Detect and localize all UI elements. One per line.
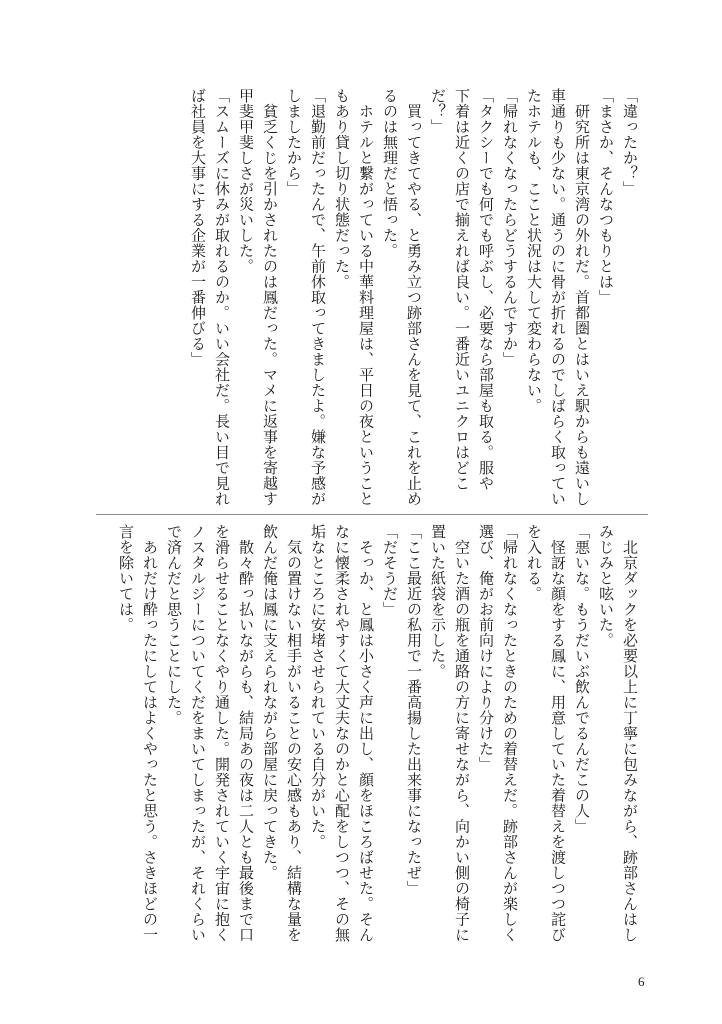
section-divider — [96, 514, 648, 515]
text-column: 「タクシーでも何でも呼ぶし、必要なら部屋も取る。服や — [477, 88, 495, 491]
page-number: 6 — [638, 974, 645, 989]
text-column: だ？」 — [429, 88, 447, 135]
text-column: 「まさか、そんなつもりとは」 — [597, 88, 615, 305]
text-column: ノスタルジーについてくだをまいてしまったが、それくらい — [189, 524, 207, 943]
text-column: 甲斐甲斐しさが災いした。 — [237, 88, 255, 274]
text-column: 車通りも少ない。通うのに骨が折れるのでしばらく取ってい — [549, 88, 567, 507]
text-column: 貧乏くじを引かされたのは鳳だった。マメに返事を寄越す — [261, 88, 279, 507]
text-column: 垢なところに安堵させられている自分がいた。 — [309, 524, 327, 850]
text-column: 空いた酒の瓶を通路の方に寄せながら、向かい側の椅子に — [453, 524, 471, 943]
text-column: そっか、と鳳は小さく声に出し、顔をほころばせた。そん — [357, 524, 375, 943]
text-column: 「違ったか？」 — [621, 88, 639, 197]
upper-text-block — [82, 88, 642, 508]
text-column: を滑らせることなくやり通した。開発されていく宇宙に抱く — [213, 524, 231, 943]
text-column: しましたから」 — [285, 88, 303, 197]
text-column: 「悪いな。もうだいぶ飲んでるんだこの人」 — [573, 524, 591, 834]
text-column: 「だそうだ」 — [381, 524, 399, 617]
lower-text-block — [82, 524, 642, 944]
text-column: 気の置けない相手がいることの安心感もあり、結構な量を — [285, 524, 303, 943]
text-column: ば社員を大事にする企業が一番伸びる」 — [189, 88, 207, 367]
text-column: 「スムーズに休みが取れるのか。いい会社だ。長い目で見れ — [213, 88, 231, 507]
text-column: 怪訝な顔をする鳳に、用意していた着替えを渡しつつ詫び — [549, 524, 567, 943]
text-column: 置いた紙袋を示した。 — [429, 524, 447, 679]
text-column: 「ここ最近の私用で一番高揚した出来事になったぜ」 — [405, 524, 423, 896]
text-column: みじみと呟いた。 — [597, 524, 615, 648]
text-column: 下着は近くの店で揃えれば良い。一番近いユニクロはどこ — [453, 88, 471, 491]
text-column: 飲んだ俺は鳳に支えられながら部屋に戻ってきた。 — [261, 524, 279, 881]
text-column: 「退勤前だったんで、午前休取ってきましたよ。嫌な予感が — [309, 88, 327, 507]
text-column: あれだけ酔ったにしてはよくやったと思う。さきほどの一 — [141, 524, 159, 943]
text-column: 研究所は東京湾の外れだ。首都圏とはいえ駅からも遠いし — [573, 88, 591, 507]
text-column: 散々酔っ払いながらも、結局あの夜は二人とも最後まで口 — [237, 524, 255, 943]
text-column: もあり貸し切り状態だった。 — [333, 88, 351, 290]
text-column: たホテルも、ここと状況は大して変わらない。 — [525, 88, 543, 414]
text-column: で済んだと思うことにした。 — [165, 524, 183, 726]
text-column: ホテルと繋がっている中華料理屋は、平日の夜ということ — [357, 88, 375, 507]
text-column: 「帰れなくなったときのための着替えだ。跡部さんが楽しく — [501, 524, 519, 943]
text-column: 言を除いては。 — [117, 524, 135, 633]
text-column: を入れる。 — [525, 524, 543, 602]
text-column: 選び、俺がお前向けにより分けた」 — [477, 524, 495, 772]
text-column: るのは無理だと悟った。 — [381, 88, 399, 259]
text-column: なに懐柔されやすくて大丈夫なのかと心配をしつつ、その無 — [333, 524, 351, 943]
text-column: 買ってきてやる、と勇み立つ跡部さんを見て、これを止め — [405, 88, 423, 507]
text-column: 北京ダックを必要以上に丁寧に包みながら、跡部さんはし — [621, 524, 639, 943]
text-column: 「帰れなくなったらどうするんですか」 — [501, 88, 519, 367]
